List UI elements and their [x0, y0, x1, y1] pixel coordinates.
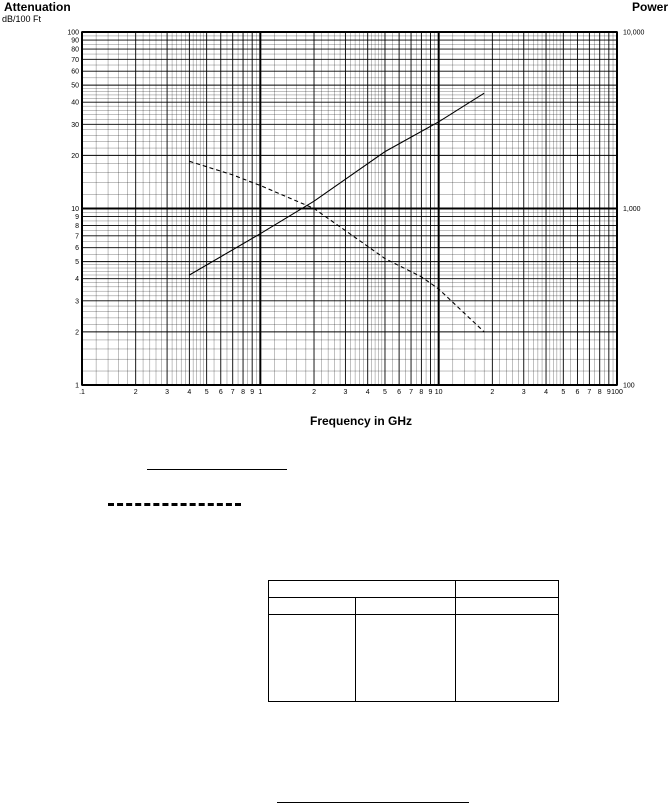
y-tick-label-left: 70 [71, 56, 79, 64]
x-tick-label: 6 [218, 389, 223, 396]
y-tick-label-left: 5 [75, 259, 79, 267]
x-tick-label: 7 [587, 389, 592, 396]
y-tick-label-left: 100 [67, 29, 79, 37]
table-cell [356, 598, 456, 615]
x-tick-label: .1 [79, 389, 85, 396]
y-tick-label-left: 4 [75, 276, 79, 284]
left-axis-title: Attenuation [4, 0, 71, 14]
y-tick-label-right: 100 [623, 382, 635, 390]
x-tick-label: 6 [575, 389, 580, 396]
x-tick-label: 4 [187, 389, 192, 396]
x-tick-label: 8 [597, 389, 602, 396]
table-row [269, 581, 559, 598]
y-tick-label-left: 8 [75, 223, 79, 231]
table-row [269, 598, 559, 615]
table-cell [269, 598, 356, 615]
table-cell [356, 615, 456, 702]
y-tick-label-right: 10,000 [623, 29, 645, 37]
grid [82, 32, 617, 385]
left-axis-unit: dB/100 Ft [2, 14, 42, 24]
legend-solid-line [147, 469, 287, 470]
y-tick-label-left: 60 [71, 68, 79, 76]
x-tick-label: 10 [434, 389, 443, 396]
x-tick-label: 9 [250, 389, 255, 396]
x-tick-label: 2 [490, 389, 495, 396]
x-tick-label: 5 [204, 389, 209, 396]
y-tick-label-left: 7 [75, 233, 79, 241]
table-cell [269, 615, 356, 702]
y-tick-label-right: 1,000 [623, 206, 641, 213]
table-cell [456, 598, 559, 615]
x-tick-label: 4 [365, 389, 370, 396]
x-tick-label: 5 [383, 389, 387, 396]
x-tick-label: 2 [312, 389, 316, 396]
tick-labels [67, 30, 644, 397]
x-tick-label: 1 [258, 389, 263, 396]
series-line-dashed [189, 161, 484, 332]
y-tick-label-left: 10 [71, 206, 79, 213]
x-tick-label: 7 [409, 389, 413, 396]
table-row [269, 615, 559, 702]
right-axis-title: Power [631, 0, 668, 14]
x-tick-label: 8 [419, 389, 424, 396]
signature-line [277, 802, 469, 803]
legend-dashed-line [108, 503, 241, 506]
y-tick-label-left: 2 [75, 329, 79, 337]
y-tick-label-left: 9 [75, 214, 79, 222]
y-tick-label-left: 20 [71, 152, 79, 160]
y-tick-label-left: 90 [71, 37, 79, 45]
x-tick-label: 8 [241, 389, 246, 396]
x-tick-label: 9 [606, 389, 611, 396]
x-tick-label: 7 [230, 389, 235, 396]
x-tick-label: 3 [521, 389, 526, 396]
table-cell [456, 615, 559, 702]
y-tick-label-left: 30 [71, 121, 79, 129]
x-tick-label: 9 [428, 389, 433, 396]
y-tick-label-left: 40 [71, 99, 79, 107]
x-tick-label: 2 [133, 389, 138, 396]
x-tick-label: 5 [561, 389, 566, 396]
y-tick-label-left: 3 [75, 298, 79, 306]
y-tick-label-left: 50 [71, 82, 79, 90]
x-tick-label: 100 [611, 389, 623, 396]
x-tick-label: 4 [544, 389, 548, 396]
x-tick-label: 3 [343, 389, 348, 396]
table-cell [456, 581, 559, 598]
spec-table [268, 580, 559, 702]
y-tick-label-left: 1 [75, 382, 79, 390]
table-cell [269, 581, 456, 598]
x-axis-title: Frequency in GHz [310, 414, 413, 428]
y-tick-label-left: 6 [75, 245, 79, 253]
y-tick-label-left: 80 [71, 46, 79, 54]
x-tick-label: 6 [397, 389, 402, 396]
x-tick-label: 3 [165, 389, 170, 396]
